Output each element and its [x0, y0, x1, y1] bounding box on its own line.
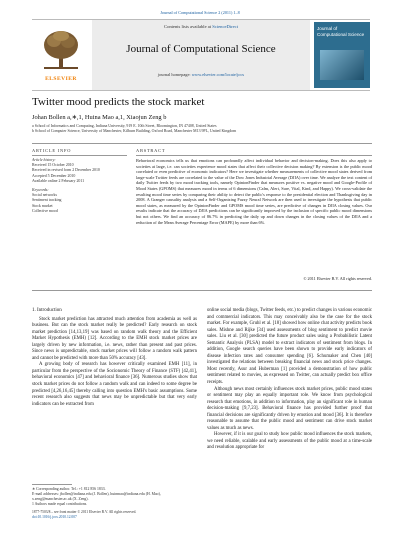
article-info [32, 158, 127, 214]
sciencedirect-link[interactable]: ScienceDirect [212, 24, 238, 29]
publisher-name: ELSEVIER [45, 76, 77, 82]
elsevier-tree-icon [40, 27, 82, 71]
keywords-heading: Keywords: [32, 188, 49, 193]
divider [136, 155, 372, 156]
homepage-line [92, 72, 310, 77]
abstract-heading: ABSTRACT [136, 148, 166, 153]
paragraph: Stock market prediction has attracted much attention from academia as well as business. But can the stock market really be predicted? Early research on stock market prediction [14,13,19] was based on random walk theory and the Efficient Market Hypothesis (EMH) [12]. According to the EMH stock market prices are largely driven by new information, i.e. news, rather than present and past prices. Since news is unpredictable, stock market prices will follow a random walk pattern and cannot be predicted with more than 50% accuracy [43]. [32, 316, 197, 361]
body-column-left [32, 308, 197, 408]
homepage-link[interactable]: www.elsevier.com/locate/jocs [191, 72, 245, 77]
footnote-divider [32, 484, 72, 485]
footnote-equal: 1 Authors made equal contributions. [32, 501, 88, 506]
contents-line [92, 24, 310, 29]
divider [32, 155, 127, 156]
issn-line: 1877-7503/$ – see front matter © 2011 Elsevier B.V. All rights reserved. [32, 510, 137, 514]
keyword-item: Stock market [32, 203, 53, 208]
paragraph: Although news most certainly influences stock market prices, public mood states or sentiment may play an equally important role. We know from psychological research that emotions, in addition to information, play an significant role in human decision-making [9,7,23]. Behavioral finance has provided further proof that financial decisions are significantly driven by emotion and mood [36]. It is therefore reasonable to assume that the public mood and sentiment can drive stock market values as much as news. [207, 386, 372, 431]
keyword-item: Social networks [32, 193, 57, 198]
affiliation-b: b School of Computer Science, University of Manchester, Kilburn Building, Oxford Road, Manchester M13 9PL, United Kingdom [32, 129, 237, 134]
publisher-logo [32, 23, 90, 87]
history-item: Received in revised form 2 December 2010 [32, 168, 100, 173]
contents-prefix: Contents lists available at [164, 24, 213, 29]
divider [32, 143, 372, 144]
doi-link[interactable]: doi:10.1016/j.jocs.2010.12.007 [32, 514, 77, 519]
abstract-text: Behavioral economics tells us that emotions can profoundly affect individual behavior and decision-making. Does this also apply to societies at large, i.e. can societies experience mood states that affect their collective decision making? By extension is the public mood correlated or even predictive of economic indicators? Here we investigate whether measurements of collective mood states derived from large-scale Twitter feeds are correlated to the value of the Dow Jones Industrial Average (DJIA) over time. We analyze the text content of daily Twitter feeds by two mood tracking tools, namely OpinionFinder that measures positive vs. negative mood and Google-Profile of Mood States (GPOMS) that measures mood in terms of 6 dimensions (Calm, Alert, Sure, Vital, Kind, and Happy). We cross-validate the resulting mood time series by comparing their ability to detect the public's response to the presidential election and Thanksgiving day in 2008. A Granger causality analysis and a Self-Organizing Fuzzy Neural Network are then used to investigate the hypothesis that public mood states, as measured by the OpinionFinder and GPOMS mood time series, are predictive of changes in DJIA closing values. Our results indicate that the accuracy of DJIA predictions can be significantly improved by the inclusion of specific public mood dimensions but not others. We find an accuracy of 86.7% in predicting the daily up and down changes in the closing values of the DJIA and a reduction of the Mean Average Percentage Error (MAPE) by more than 6%. [136, 158, 372, 225]
copyright: © 2011 Elsevier B.V. All rights reserved. [303, 276, 372, 281]
front-matter [32, 510, 197, 519]
section-heading: 1. Introduction [32, 308, 62, 313]
paragraph: A growing body of research has however critically examined EMH [11], in particular from the perspective of the Socionomic Theory of Finance (STF) [42,41], behavioral economics [47] and behavioral finance [36]. Numerous studies show that stock market prices do not follow a random walk and can indeed to some degree be predicted [4,26,16,45] thereby calling into question EMH's basic assumptions. Some recent research also suggests that news may be unpredictable but that very early indicators can be extracted from [32, 362, 197, 407]
article-info-heading: ARTICLE INFO [32, 148, 72, 153]
masthead [32, 19, 370, 91]
affiliations [32, 124, 372, 135]
journal-cover-thumbnail [314, 22, 370, 88]
history-heading: Article history: [32, 158, 56, 162]
divider [32, 290, 372, 291]
keyword-item: Sentiment tracking [32, 198, 62, 203]
paragraph: However, if it is our goal to study how public mood influences the stock markets, we need reliable, scalable and early assessments of the public mood at a time-scale and resolution appropriate for [207, 432, 372, 451]
cover-image [320, 50, 364, 80]
journal-citation: Journal of Computational Science 2 (2011) 1–8 [160, 10, 240, 15]
author-list: Johan Bollen a,∗,1, Huina Mao a,1, Xiaojun Zeng b [32, 114, 167, 121]
affiliation-a: a School of Informatics and Computing, Indiana University, 919 E. 10th Street, Bloomington, IN 47408, United States [32, 124, 217, 128]
paragraph: online social media (blogs, Twitter feeds, etc.) to predict changes in various economic and commercial indicators. This may conceivably also be the case for the stock market. For example, Gruhl et al. [18] showed how online chat activity predicts book sales. Mishne and Rijke [34] used assessments of blog sentiment to predict movie sales. Liu et al. [30] predicted the future product sales using a Probabilistic Latent Semantic Analysis (PLSA) model to extract indicators of sentiment from blogs. In addition, Google search queries have been shown to provide early indicators of disease infection rates and consumer spending [6]. Schumaker and Chen [40] investigated the relations between breaking financial news and stock price changes. Most recently, Asur and Huberman [1] provided a demonstration of how public sentiment related to movies, as expressed on Twitter, can actually predict box office receipts. [207, 308, 372, 386]
history-item: Available online 2 February 2011 [32, 178, 85, 183]
history-item: Accepted 5 December 2010 [32, 173, 76, 178]
body-column-right [207, 308, 372, 452]
journal-banner [92, 20, 310, 90]
keyword-item: Collective mood [32, 208, 58, 213]
cover-title: Journal of Computational Science [317, 26, 365, 37]
history-item: Received 15 October 2010 [32, 163, 74, 168]
homepage-prefix: journal homepage: [157, 72, 192, 77]
footnote-corresponding: ∗ Corresponding author. Tel.: +1 812 856 1833. [32, 487, 106, 491]
journal-title: Journal of Computational Science [126, 43, 276, 55]
footnotes [32, 487, 197, 507]
article-title: Twitter mood predicts the stock market [32, 96, 205, 108]
footnote-email: E-mail addresses: jbollen@indiana.edu (J. Bollen), huinmao@indiana.edu (H. Mao), x.zeng@manchester.ac.uk (X. Zeng). [32, 491, 161, 501]
